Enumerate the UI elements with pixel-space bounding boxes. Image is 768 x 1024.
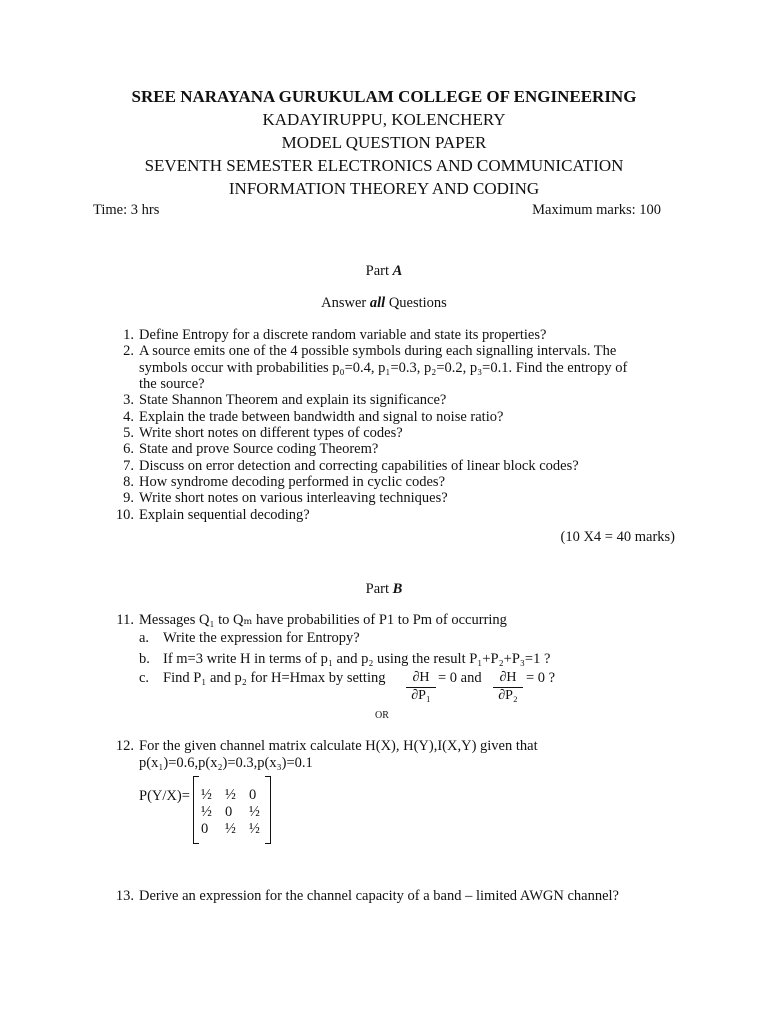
- part-a-instruction: Answer all Questions: [321, 295, 447, 311]
- part-a-heading: [0, 263, 768, 280]
- or-separator: OR: [375, 710, 389, 721]
- part-b-heading: [0, 581, 768, 598]
- partial-derivative-1: $\frac{\partial H}{\text{∂P₁}}$: [406, 670, 436, 704]
- subject-title: INFORMATION THEOREY AND CODING: [228, 179, 540, 198]
- part-a-marks: (10 X4 = 40 marks): [560, 529, 675, 545]
- partial-derivative-2: $\frac{\partial H}{\text{∂P₂}}$: [493, 670, 523, 704]
- exam-time: Time: 3 hrs: [93, 202, 160, 218]
- part-b-label: Part: [365, 581, 390, 597]
- part-a-letter: A: [392, 263, 403, 279]
- part-a-label: Part: [365, 263, 390, 279]
- college-name: SREE NARAYANA GURUKULAM COLLEGE OF ENGINEERING: [131, 87, 637, 106]
- max-marks: Maximum marks: 100: [532, 202, 661, 218]
- matrix-label: P(Y/X)=: [139, 788, 190, 804]
- part-b-letter: B: [392, 581, 403, 597]
- college-location: KADAYIRUPPU, KOLENCHERY: [262, 110, 506, 129]
- matrix-left-bracket: [193, 776, 199, 844]
- semester-title: SEVENTH SEMESTER ELECTRONICS AND COMMUNICATION: [144, 156, 624, 175]
- paper-type: MODEL QUESTION PAPER: [281, 133, 487, 152]
